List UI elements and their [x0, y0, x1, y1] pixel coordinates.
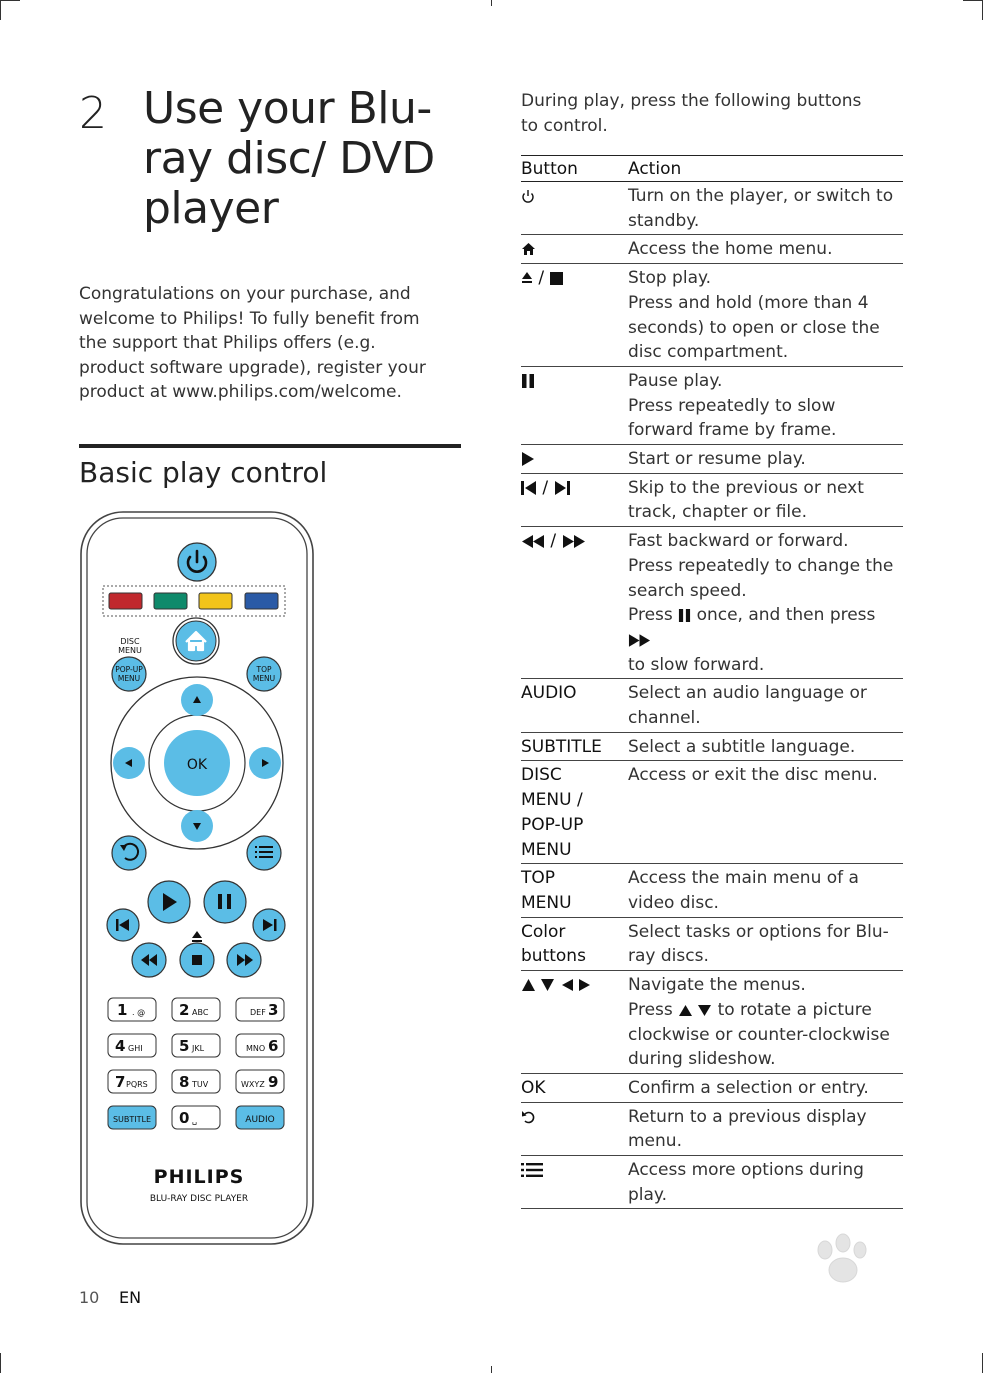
svg-text:9: 9 [268, 1073, 279, 1091]
table-row [521, 917, 903, 970]
skip-previous-icon [521, 481, 537, 495]
svg-text:AUDIO: AUDIO [245, 1115, 275, 1125]
svg-text:␣: ␣ [192, 1116, 198, 1125]
button-label: DISC MENU / POP-UP MENU [521, 761, 628, 864]
section-title: Basic play control [79, 456, 328, 489]
icon-separator: / [542, 477, 549, 498]
table-row [521, 1102, 903, 1155]
action-text: Start or resume play. [628, 449, 806, 470]
svg-text:7: 7 [115, 1073, 126, 1091]
action-text: to rotate a picture clockwise or counter-clockwise during slideshow. [628, 999, 890, 1070]
table-header-button: Button [521, 156, 628, 182]
pause-icon [521, 374, 535, 388]
table-row [521, 761, 903, 864]
crop-mark [0, 0, 1, 20]
svg-text:TOP: TOP [256, 665, 272, 674]
table-row [521, 864, 903, 917]
action-text: Press [628, 999, 673, 1020]
action-text: Press repeatedly to change the search speed. [628, 555, 894, 601]
action-text: Access the home menu. [628, 239, 833, 260]
chapter-title: Use your Blu-ray disc/ DVD player [143, 83, 435, 234]
action-text: Access more options during play. [628, 1160, 864, 1205]
table-header-row [521, 156, 903, 182]
action-text: Press and hold (more than 4 seconds) to open or close the disc compartment. [628, 292, 880, 363]
remote-brand: PHILIPS [153, 1166, 245, 1188]
intro-paragraph: Congratulations on your purchase, and welcome to Philips! To fully benefit from the support that Philips offers (e.g. product software upgrade), register your product at www.philips.com/welcome. [79, 284, 426, 403]
rewind-icon [521, 535, 545, 548]
remote-pause-button [204, 881, 246, 923]
action-text: Access or exit the disc menu. [628, 765, 878, 786]
skip-next-icon [554, 481, 570, 495]
svg-text:POP-UP: POP-UP [115, 665, 143, 674]
action-text: Select an audio language or channel. [628, 683, 867, 729]
table-row [521, 473, 903, 526]
action-text: Press repeatedly to slow forward frame by frame. [628, 395, 837, 441]
action-text: to slow forward. [628, 654, 765, 675]
svg-text:WXYZ: WXYZ [241, 1080, 265, 1089]
action-text: Press [628, 605, 673, 626]
stop-icon [550, 272, 563, 285]
power-icon [521, 189, 535, 203]
options-icon [521, 1163, 543, 1177]
crop-mark [491, 0, 492, 6]
remote-control-illustration [79, 510, 319, 1254]
table-row [521, 1156, 903, 1209]
table-row [521, 732, 903, 761]
action-text: once, and then press [696, 605, 876, 626]
svg-text:0: 0 [179, 1109, 190, 1127]
table-row [521, 679, 903, 732]
svg-text:GHI: GHI [128, 1044, 143, 1053]
icon-separator: / [550, 531, 557, 552]
language-code: EN [119, 1288, 142, 1307]
table-row [521, 971, 903, 1074]
svg-text:SUBTITLE: SUBTITLE [112, 1115, 152, 1124]
button-label: AUDIO [521, 679, 628, 732]
action-text: Stop play. [628, 268, 712, 289]
remote-blue-button [245, 593, 278, 609]
table-header-action: Action [628, 156, 903, 182]
svg-text:8: 8 [179, 1073, 190, 1091]
table-row [521, 182, 903, 235]
svg-text:OK: OK [186, 757, 208, 773]
remote-green-button [154, 593, 187, 609]
svg-text:PQRS: PQRS [126, 1080, 148, 1089]
remote-yellow-button [199, 593, 232, 609]
table-row [521, 366, 903, 444]
svg-text:4: 4 [115, 1037, 126, 1055]
svg-text:MNO: MNO [246, 1044, 266, 1053]
button-action-table [521, 155, 903, 1209]
svg-text:. @: . @ [132, 1008, 146, 1017]
button-label: OK [521, 1073, 628, 1102]
svg-text:1: 1 [117, 1001, 128, 1019]
eject-icon [521, 271, 533, 285]
table-row [521, 264, 903, 367]
action-text: Access the main menu of a video disc. [628, 868, 859, 913]
remote-back-button [112, 836, 146, 870]
table-row [521, 235, 903, 264]
fast-forward-icon [562, 535, 586, 548]
action-text: Return to a previous display menu. [628, 1106, 867, 1152]
icon-separator: / [538, 268, 545, 289]
button-label: TOP MENU [521, 864, 628, 917]
svg-text:MENU: MENU [252, 674, 276, 683]
baidu-watermark-logo [695, 1225, 925, 1335]
action-text: Turn on the player, or switch to standby. [628, 186, 894, 231]
remote-disc-menu-label: DISC [120, 637, 140, 646]
svg-text:MENU: MENU [118, 646, 142, 655]
chapter-number: 2 [79, 88, 107, 139]
svg-text:JKL: JKL [192, 1044, 205, 1053]
svg-text:TUV: TUV [192, 1080, 209, 1089]
crop-mark [491, 1366, 492, 1373]
svg-text:6: 6 [268, 1037, 279, 1055]
action-text: Navigate the menus. [628, 975, 806, 996]
action-text: Confirm a selection or entry. [628, 1077, 869, 1098]
crop-mark [963, 0, 983, 1]
svg-text:DEF: DEF [250, 1008, 266, 1017]
remote-red-button [109, 593, 142, 609]
table-intro: During play, press the following buttons to control. [521, 91, 862, 136]
table-row [521, 527, 903, 679]
svg-text:3: 3 [268, 1001, 279, 1019]
action-text: Skip to the previous or next track, chapter or file. [628, 477, 864, 523]
action-text: Fast backward or forward. [628, 531, 849, 552]
action-text: Select tasks or options for Blu-ray discs. [628, 921, 889, 967]
back-icon [521, 1110, 535, 1124]
action-text: Pause play. [628, 370, 723, 391]
home-icon [521, 242, 536, 256]
navigate-arrows-icon [521, 978, 593, 992]
pause-icon [678, 609, 691, 622]
crop-mark [0, 1353, 1, 1373]
button-label: Color buttons [521, 917, 628, 970]
svg-text:ABC: ABC [192, 1008, 209, 1017]
table-row [521, 445, 903, 474]
svg-text:MENU: MENU [117, 674, 141, 683]
button-label: SUBTITLE [521, 732, 628, 761]
svg-text:5: 5 [179, 1037, 190, 1055]
section-divider [79, 444, 461, 448]
remote-model: BLU-RAY DISC PLAYER [149, 1194, 249, 1204]
table-row [521, 1073, 903, 1102]
action-text: Select a subtitle language. [628, 736, 856, 757]
play-icon [521, 452, 534, 466]
up-down-arrows-icon [678, 1004, 712, 1017]
svg-text:2: 2 [179, 1001, 190, 1019]
crop-mark [0, 0, 20, 1]
page-number: 10 [79, 1288, 100, 1307]
fast-forward-icon [628, 634, 651, 647]
